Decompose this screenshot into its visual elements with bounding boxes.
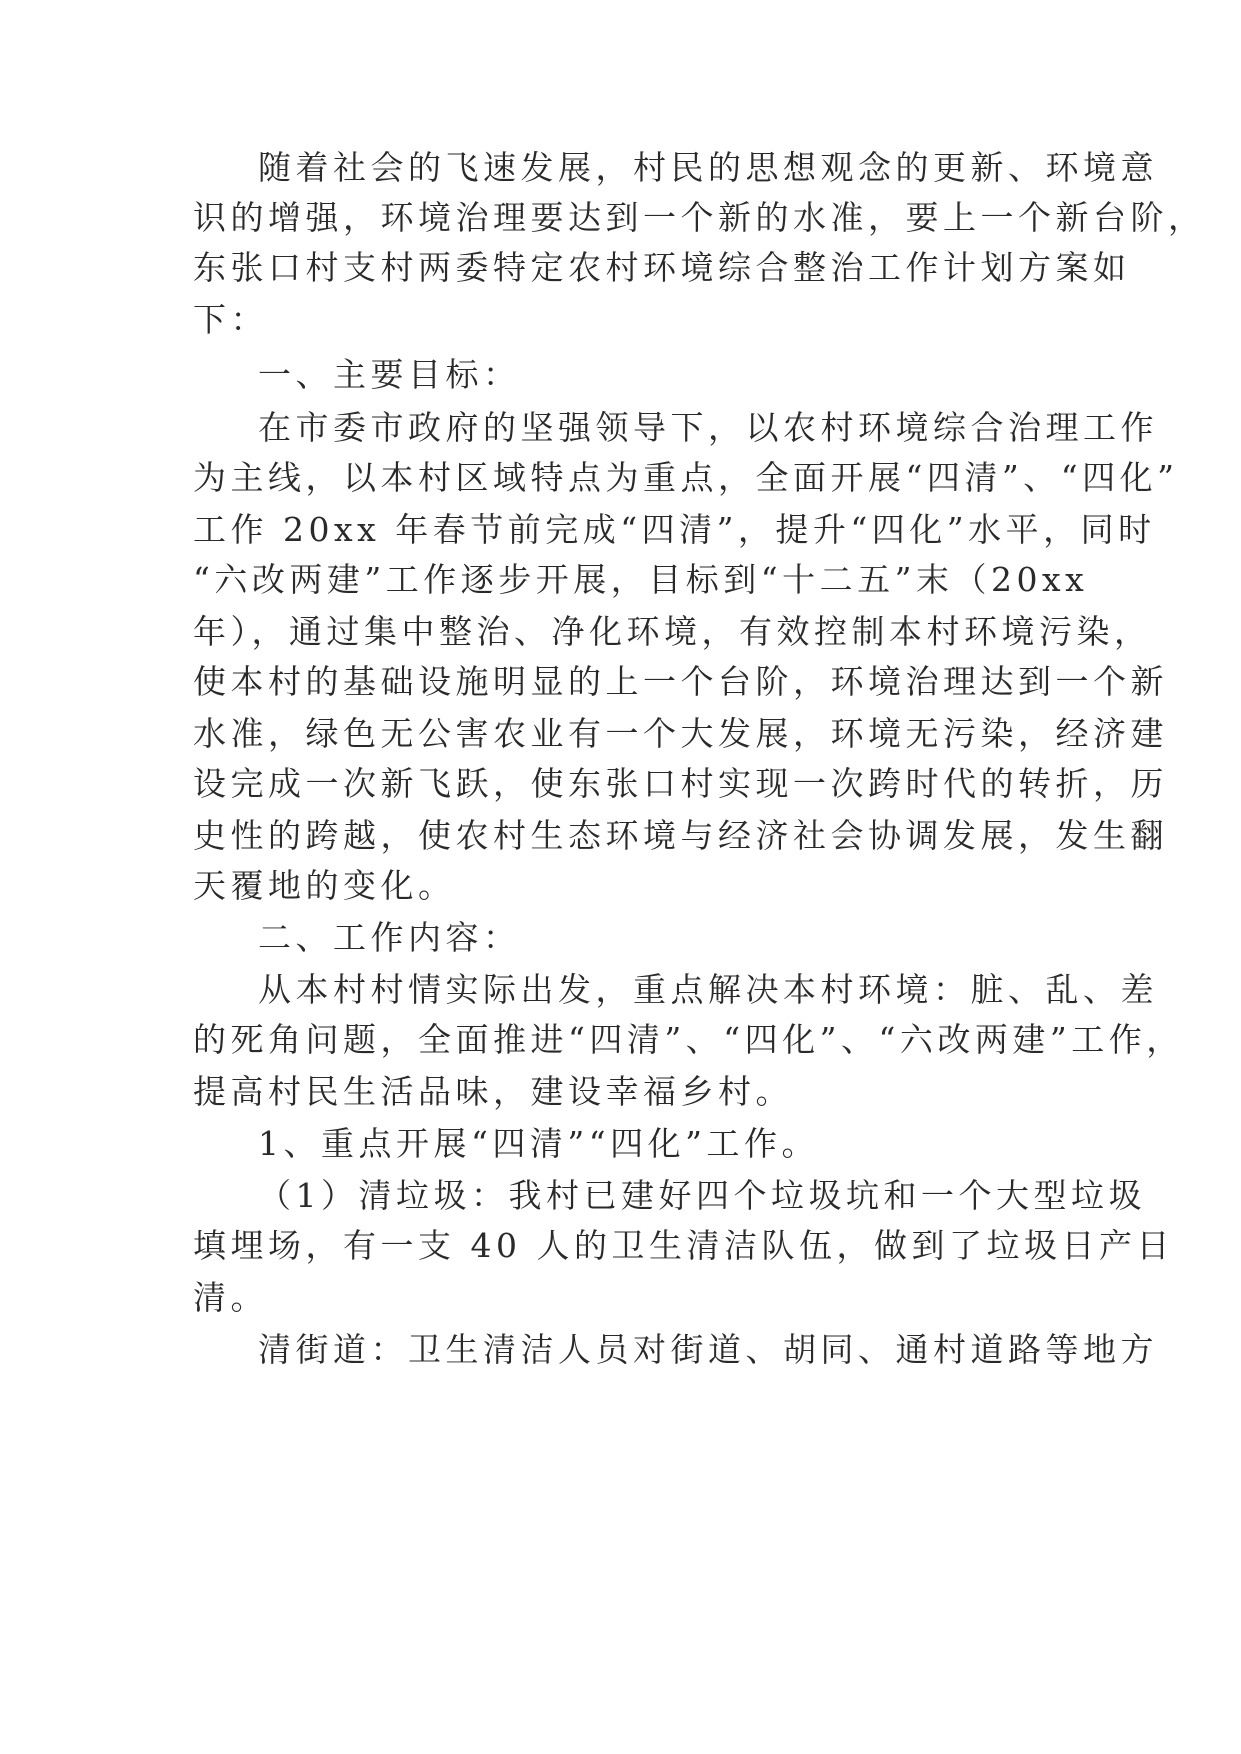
paragraph-line: 的死角问题，全面推进“四清”、“四化”、“六改两建”工作，	[193, 1020, 1184, 1059]
paragraph-line: 提高村民生活品味，建设幸福乡村。	[193, 1072, 793, 1111]
paragraph-line: 识的增强，环境治理要达到一个新的水准，要上一个新台阶，	[193, 198, 1206, 237]
paragraph-line: 下：	[193, 300, 268, 339]
paragraph-line: 清街道：卫生清洁人员对街道、胡同、通村道路等地方	[258, 1330, 1158, 1369]
paragraph-line: 东张口村支村两委特定农村环境综合整治工作计划方案如	[193, 248, 1131, 287]
section-heading: 二、工作内容：	[258, 918, 521, 957]
paragraph-line: 水准，绿色无公害农业有一个大发展，环境无污染，经济建	[193, 714, 1168, 753]
paragraph-line: 为主线，以本村区域特点为重点，全面开展“四清”、“四化”	[193, 458, 1179, 497]
paragraph-line: 填埋场，有一支 40 人的卫生清洁队伍，做到了垃圾日产日	[193, 1226, 1174, 1265]
paragraph-line: 清。	[193, 1278, 268, 1317]
paragraph-line: “六改两建”工作逐步开展，目标到“十二五”末（20xx	[193, 560, 1089, 599]
paragraph-line: （1）清垃圾：我村已建好四个垃圾坑和一个大型垃圾	[258, 1176, 1146, 1215]
paragraph-line: 从本村村情实际出发，重点解决本村环境：脏、乱、差	[258, 970, 1158, 1009]
subsection-heading: 1、重点开展“四清”“四化”工作。	[258, 1124, 819, 1163]
paragraph-line: 年），通过集中整治、净化环境，有效控制本村环境污染，	[193, 612, 1152, 651]
paragraph-line: 史性的跨越，使农村生态环境与经济社会协调发展，发生翻	[193, 816, 1168, 855]
section-heading: 一、主要目标：	[258, 355, 521, 394]
paragraph-line: 工作 20xx 年春节前完成“四清”，提升“四化”水平，同时	[193, 510, 1156, 549]
paragraph-line: 在市委市政府的坚强领导下，以农村环境综合治理工作	[258, 408, 1158, 447]
paragraph-line: 随着社会的飞速发展，村民的思想观念的更新、环境意	[258, 148, 1158, 187]
paragraph-line: 设完成一次新飞跃，使东张口村实现一次跨时代的转折，历	[193, 764, 1168, 803]
paragraph-line: 使本村的基础设施明显的上一个台阶，环境治理达到一个新	[193, 662, 1168, 701]
paragraph-line: 天覆地的变化。	[193, 866, 456, 905]
